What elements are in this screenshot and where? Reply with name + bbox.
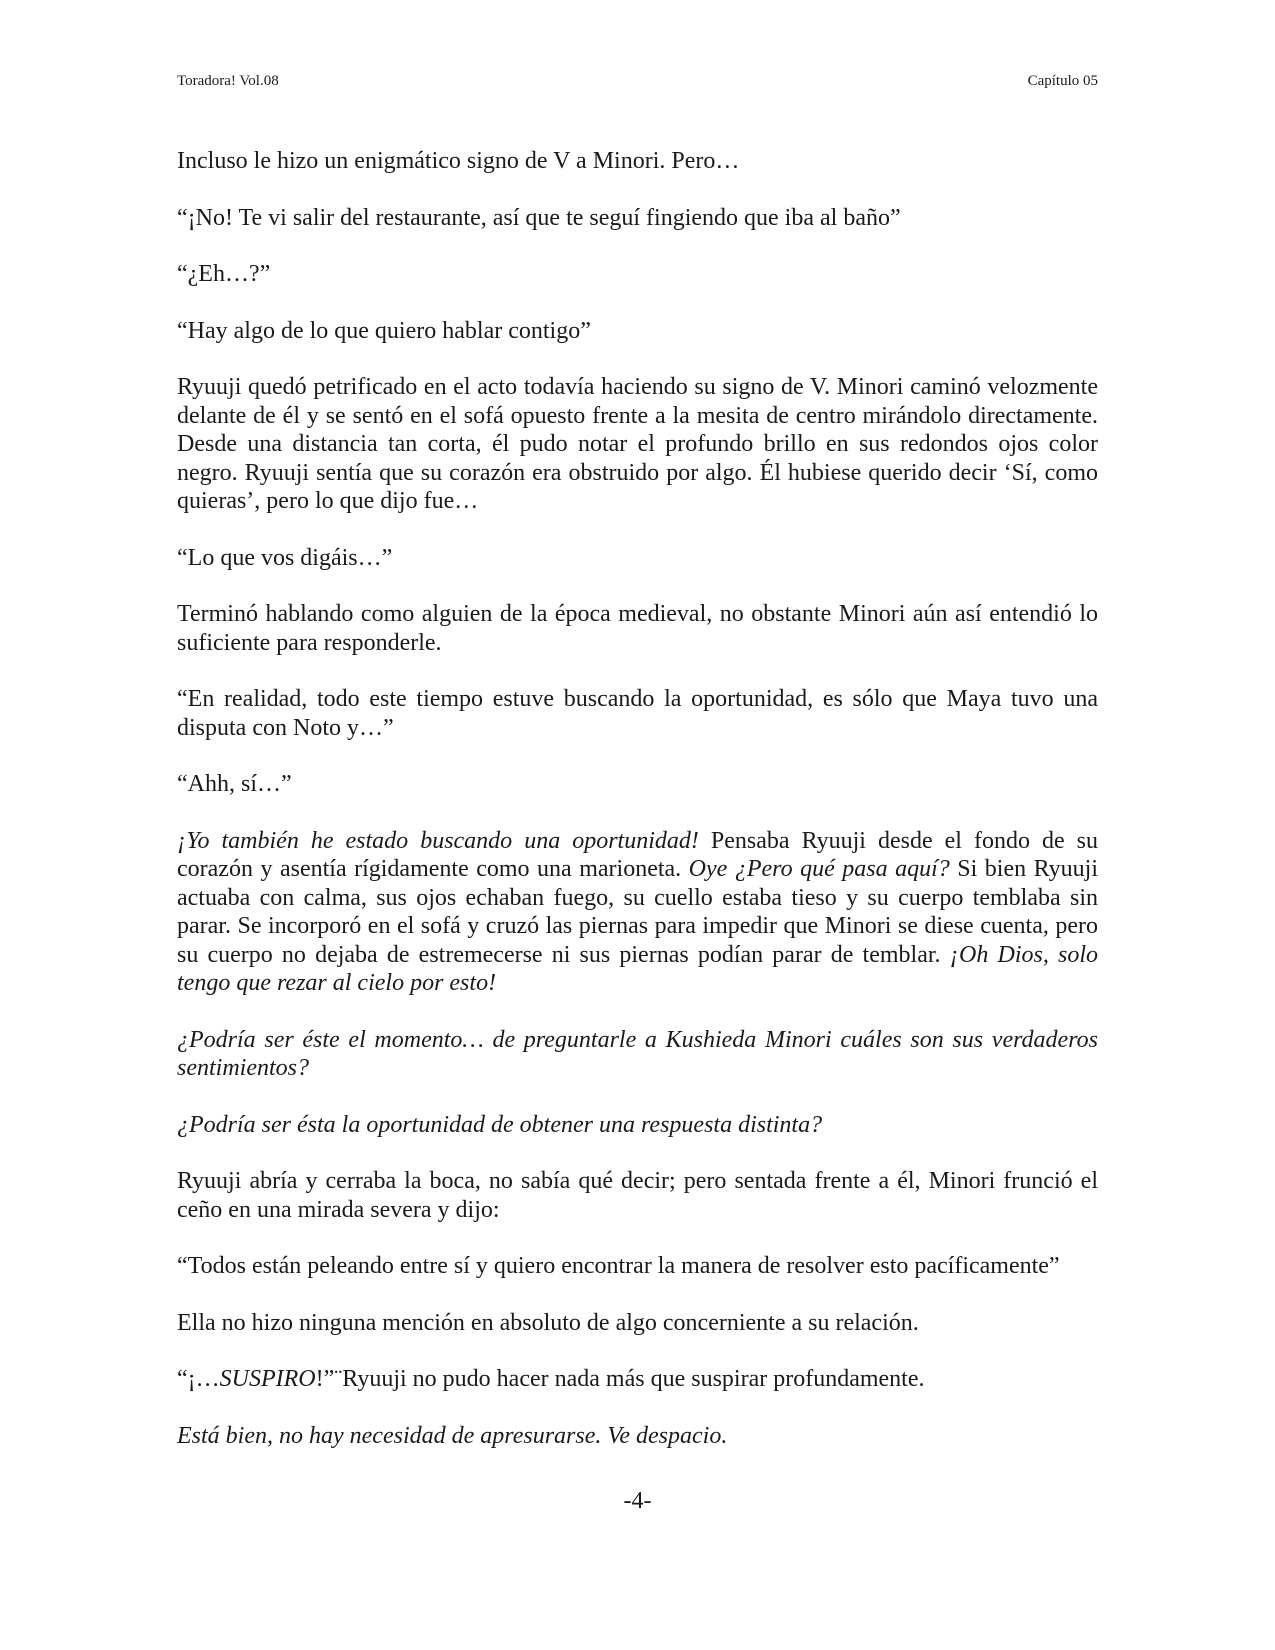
- paragraph: [177, 1252, 1098, 1281]
- paragraph: [177, 685, 1098, 742]
- text-segment: “¡No! Te vi salir del restaurante, así que te seguí fingiendo que iba al baño”: [177, 204, 901, 231]
- paragraph: [177, 1365, 1098, 1394]
- paragraph: [177, 317, 1098, 346]
- italic-text-segment: Oye ¿Pero qué pasa aquí?: [688, 856, 950, 882]
- text-segment: Incluso le hizo un enigmático signo de V a Minori. Pero…: [177, 148, 740, 174]
- text-segment: “Todos están peleando entre sí y quiero encontrar la manera de resolver esto pacíficamente”: [177, 1253, 1060, 1279]
- header-book-title: Toradora! Vol.08: [177, 73, 279, 89]
- paragraph: [177, 1422, 1098, 1451]
- body-text: [177, 147, 1098, 1450]
- paragraph: [177, 1026, 1098, 1083]
- italic-text-segment: SUSPIRO: [219, 1366, 316, 1392]
- page-number: -4-: [623, 1488, 652, 1514]
- italic-text-segment: ¡Oh Dios, solo tengo que rezar al cielo por esto!: [177, 941, 1098, 996]
- paragraph: [177, 544, 1098, 573]
- text-segment: Si bien Ryuuji actuaba con calma, sus ojos echaban fuego, su cuello estaba tieso y su cuerpo temblaba sin parar. Se incorporó en el sofá y cruzó las piernas para impedir que Minori se diese cuenta, pero su cuerpo no dejaba de estremecerse ni sus piernas podían parar de temblar.: [177, 856, 1099, 968]
- italic-text-segment: ¿Podría ser ésta la oportunidad de obtener una respuesta distinta?: [177, 1111, 823, 1138]
- paragraph: [177, 1309, 1098, 1338]
- italic-text-segment: ¡Yo también he estado buscando una oportunidad!: [177, 827, 699, 854]
- text-segment: “Ahh, sí…”: [177, 771, 292, 797]
- text-segment: “Lo que vos digáis…”: [177, 544, 393, 571]
- paragraph: [177, 1167, 1098, 1224]
- paragraph: [177, 260, 1098, 289]
- text-segment: Terminó hablando como alguien de la época medieval, no obstante Minori aún así entendió lo suficiente para responderle.: [177, 601, 1098, 656]
- paragraph: [177, 770, 1098, 799]
- paragraph: [177, 373, 1098, 516]
- text-segment: “En realidad, todo este tiempo estuve buscando la oportunidad, es sólo que Maya tuvo una disputa con Noto y…”: [177, 686, 1098, 741]
- text-segment: Ella no hizo ninguna mención en absoluto de algo concerniente a su relación.: [177, 1309, 919, 1336]
- paragraph: [177, 600, 1098, 657]
- italic-text-segment: ¿Podría ser éste el momento… de preguntarle a Kushieda Minori cuáles son sus verdaderos sentimientos?: [177, 1026, 1098, 1081]
- italic-text-segment: Está bien, no hay necesidad de apresurarse. Ve despacio.: [177, 1422, 728, 1449]
- header-chapter: Capítulo 05: [1027, 73, 1098, 89]
- text-segment: “Hay algo de lo que quiero hablar contigo”: [177, 317, 591, 344]
- text-segment: “¿Eh…?”: [177, 261, 271, 287]
- running-header: [177, 73, 1098, 95]
- text-segment: Ryuuji quedó petrificado en el acto todavía haciendo su signo de V. Minori caminó velozmente delante de él y se sentó en el sofá opuesto frente a la mesita de centro mirándolo directamente. Desde una distancia tan corta, él pudo notar el profundo brillo en sus redondos ojos color negro. Ryuuji sentía que su corazón era obstruido por algo. Él hubiese querido decir ‘Sí, como quieras’, pero lo que dijo fue…: [177, 374, 1098, 514]
- paragraph: [177, 827, 1098, 998]
- text-segment: !”¨Ryuuji no pudo hacer nada más que suspirar profundamente.: [315, 1366, 925, 1392]
- paragraph: [177, 204, 1098, 233]
- text-segment: Pensaba Ryuuji desde el fondo de su corazón y asentía rígidamente como una marioneta.: [177, 827, 1098, 882]
- text-segment: Ryuuji abría y cerraba la boca, no sabía qué decir; pero sentada frente a él, Minori frunció el ceño en una mirada severa y dijo:: [177, 1168, 1098, 1223]
- paragraph: [177, 1111, 1098, 1140]
- text-segment: “¡…: [177, 1366, 220, 1392]
- paragraph: [177, 147, 1098, 176]
